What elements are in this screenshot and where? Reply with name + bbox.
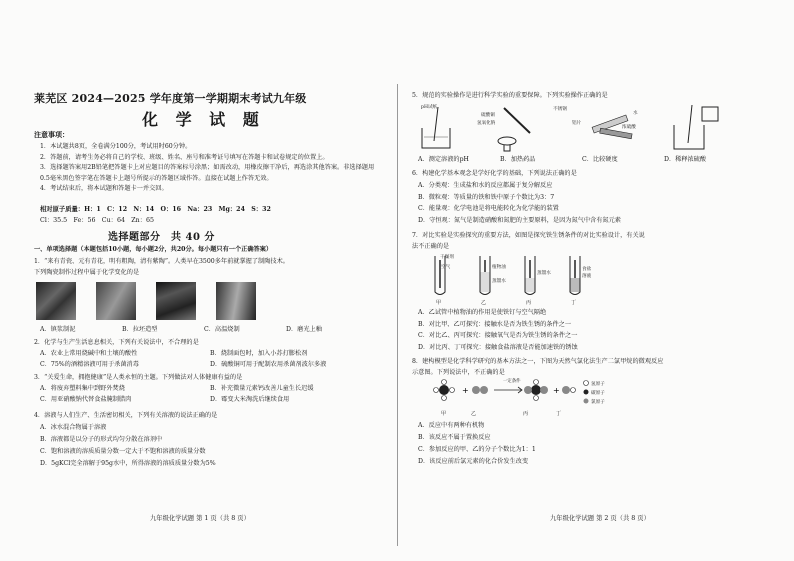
- q8-mol-label-d: 丁: [556, 411, 562, 417]
- q5-label-steel: 不锈钢: [553, 107, 567, 112]
- atomic-mass-line2: Cl：35.5 Fe：56 Cu：64 Zn：65: [40, 217, 155, 224]
- right-footer: 九年级化学试题 第 2 页（共 8 页）: [550, 515, 650, 522]
- q1-stem: 1．“来有青瓷、元有青花，明有粗陶，清有紫陶”。人类早在3500多年前就掌握了制陶技术。: [34, 258, 289, 265]
- q8-opt-d[interactable]: D．该反应前后氯元素的化合价发生改变: [418, 458, 529, 465]
- q7-tube-label-c: 丙: [526, 300, 532, 306]
- q7-tube-label-a: 甲: [436, 300, 442, 306]
- q7-label-desiccant: 干燥剂: [440, 255, 454, 260]
- q7-tube-a: [435, 256, 445, 295]
- q8-mol-label-b: 乙: [471, 411, 477, 417]
- q1-photo-d: [216, 282, 256, 320]
- q1-opt-b[interactable]: B．拉坯造型: [122, 326, 158, 333]
- q7-label-salt: 食盐: [582, 267, 592, 272]
- q8-mol-a: [434, 380, 455, 401]
- q4-opt-a[interactable]: A．冰水混合物属于溶液: [40, 424, 107, 431]
- q8-stem: 8．建构模型是化学科学研究的基本方法之一，下图为天然气氯化法生产二氯甲烷的微观反应: [412, 358, 664, 365]
- q8-mol-label-c: 丙: [523, 411, 529, 417]
- q1-photo-a: [36, 282, 76, 320]
- svg-text:+: +: [462, 386, 469, 395]
- q6-opt-a[interactable]: A．分类观：生成盐和水的反应都属于复分解反应: [418, 182, 553, 189]
- note-1: 1．本试题共8页，全卷满分100分，考试用时60分钟。: [40, 143, 192, 150]
- q5-label-cuso4: 硫酸铜: [481, 113, 495, 118]
- q1-photo-b: [96, 282, 136, 320]
- q1-opt-d[interactable]: D．磨光上釉: [286, 326, 322, 333]
- exam-title: 莱芜区 2024—2025 学年度第一学期期末考试九年级: [34, 92, 307, 105]
- q7-opt-c[interactable]: C．对比乙、丙可探究：接触氧气是否为铁生锈的条件之一: [418, 332, 578, 339]
- q5-fig-b: [498, 108, 530, 151]
- q4-opt-b[interactable]: B．溶液都是以分子的形式均匀分散在溶剂中: [40, 436, 163, 443]
- note-3: 3．选择题答案用2B铅笔把答题卡上对应题目的答案标号涂黑；如需改动，用橡皮擦干净后，再选涂其他答案。非选择题用0.5毫米黑色签字笔在答题卡上题号所提示的答题区域作答。直接在试题上作答无效。: [40, 164, 375, 182]
- q8-opt-c[interactable]: C．参加反应的甲、乙的分子个数比为1：1: [418, 446, 536, 453]
- q1-opt-c[interactable]: C．高温烧制: [204, 326, 240, 333]
- q2-opt-b[interactable]: B．烧制面包时，加入小苏打膨松剂: [210, 350, 308, 357]
- svg-text:+: +: [553, 386, 560, 395]
- note-4: 4．考试结束后，将本试题和答题卡一并交回。: [40, 185, 168, 192]
- q1-options: [40, 324, 322, 333]
- q4-opt-c[interactable]: C．饱和溶液的溶质质量分数一定大于不饱和溶液的质量分数: [40, 448, 206, 455]
- note-2: 2．答题前，请考生务必将自己的学校、班级、姓名、座号和准考证号填写在答题卡和试卷规定的位置上。: [40, 153, 329, 161]
- q1-photo-c: [156, 282, 196, 320]
- q5-fig-d: [674, 105, 718, 149]
- notes-list: [40, 142, 380, 195]
- q8-mol-c: [524, 380, 548, 401]
- q7-label-air: 空气: [441, 265, 451, 270]
- q8-legend-c: 碳原子: [591, 391, 605, 396]
- q2-opt-a[interactable]: A．农业上常用烧碱中和土壤的酸性: [40, 350, 138, 357]
- q6-options: [418, 180, 621, 226]
- q3-stem: 3．“关爱生命，拥抱健康”是人类永恒的主题。下列做法对人体健康有益的是: [34, 374, 243, 381]
- q8-legend-labels: [591, 380, 605, 407]
- q6-opt-d[interactable]: D．守恒观：氮气是制造硝酸和氮肥的主要原料，是因为氮气中含有氮元素: [418, 216, 621, 224]
- q7-tube-b: [480, 256, 490, 295]
- notes-heading: 注意事项：: [34, 130, 69, 139]
- q8-mol-labels: [441, 410, 561, 417]
- q5-fig-a: [422, 107, 450, 148]
- q8-mol-d: [562, 386, 576, 394]
- q3-options: [40, 383, 314, 405]
- q8-opt-b[interactable]: B．该反应不属于置换反应: [418, 434, 491, 441]
- q4-opt-d[interactable]: D．5gKCl完全溶解于95g水中，所得溶液的溶质质量分数为5%: [40, 460, 216, 467]
- q2-options: [40, 348, 326, 370]
- section-title: 选择题部分 共 40 分: [108, 232, 215, 243]
- q8-mol-b: [472, 386, 488, 394]
- q7-tube-d: [570, 256, 580, 295]
- q3-opt-b[interactable]: B．补充微量元素钙改善儿童生长迟缓: [210, 385, 314, 392]
- q2-opt-c[interactable]: C．75%的酒精溶液可用于杀菌消毒: [40, 361, 139, 368]
- q8-mol-label-a: 甲: [441, 411, 447, 417]
- q5-label-ph: pH试纸: [421, 105, 438, 110]
- q5-label-water: 水: [633, 111, 638, 116]
- page-divider: [397, 84, 398, 546]
- q8-opt-a[interactable]: A．反应中有两种有机物: [418, 422, 485, 429]
- q7-label-oil: 植物油: [492, 265, 506, 270]
- q5-stem: 5．规范的实验操作是进行科学实验的重要保障。下列实验操作正确的是: [412, 92, 608, 99]
- q7-tube-labels: [436, 299, 576, 306]
- q7-tube-c: [525, 256, 535, 295]
- q4-options: [40, 422, 216, 470]
- q7-tube-label-b: 乙: [481, 300, 487, 306]
- q5-options: [418, 154, 706, 163]
- q5-opt-d[interactable]: D．稀释浓硫酸: [664, 156, 707, 163]
- part1-heading: 一、单项选择题（本题包括10小题，每小题2分，共20分。每小题只有一个正确答案）: [34, 246, 273, 253]
- q8-options: [418, 420, 536, 468]
- q7-opt-b[interactable]: B．对比甲、乙可探究：接触水是否为铁生锈的条件之一: [418, 320, 572, 328]
- q8-legend: [584, 381, 589, 404]
- q5-label-naoh: 氢氧化钠: [477, 121, 496, 126]
- q5-figure: [412, 103, 762, 153]
- q7-label-solution: 溶液: [582, 274, 592, 279]
- q7-opt-d[interactable]: D．对比丙、丁可探究：接触食盐溶液是否能加速铁的锈蚀: [418, 343, 578, 351]
- q6-stem: 6．构建化学基本观念是学好化学的基础，下列说法正确的是: [412, 170, 577, 177]
- q6-opt-c[interactable]: C．能量观：化学电池是将电能转化为化学能的装置: [418, 205, 559, 212]
- q5-opt-b[interactable]: B．加热药品: [500, 156, 536, 163]
- q7-options: [418, 307, 578, 353]
- q8-legend-cl: 氯原子: [591, 400, 605, 405]
- q8-legend-h: 氢原子: [591, 382, 605, 387]
- q1-photos: [36, 282, 276, 324]
- q7-label-water-c: 蒸馏水: [537, 271, 551, 276]
- left-footer: 九年级化学试题 第 1 页（共 8 页）: [150, 515, 250, 522]
- q4-stem: 4．溶液与人们生产、生活密切相关，下列有关溶液的说法正确的是: [34, 412, 218, 419]
- subject-title: 化 学 试 题: [142, 110, 265, 129]
- q3-opt-a[interactable]: A．将废弃塑料集中到野外焚烧: [40, 385, 125, 392]
- q3-opt-d[interactable]: D．霉变大米淘洗后继续食用: [210, 396, 290, 403]
- q2-stem: 2．化学与生产生活息息相关，下列有关说法中，不合理的是: [34, 339, 199, 346]
- q6-opt-b[interactable]: B．微粒观：等质量的铁和铁中原子个数比为3：7: [418, 193, 555, 201]
- q1-opt-a[interactable]: A．镇浆制泥: [40, 326, 76, 333]
- q7-tube-label-d: 丁: [571, 300, 577, 306]
- q5-opt-c[interactable]: C．比较硬度: [582, 156, 618, 163]
- q7-opt-a[interactable]: A．乙试管中植物油的作用是使铁钉与空气隔绝: [418, 309, 547, 316]
- q2-opt-d[interactable]: D．硫酸铜可用于配制农用杀菌剂波尔多液: [210, 361, 327, 368]
- q7-label-water-b: 蒸馏水: [492, 279, 506, 284]
- q1-stem-2: 下列陶瓷制作过程中属于化学变化的是: [34, 269, 140, 276]
- q8-stem-2: 示意图。下列说法中，不正确的是: [412, 369, 505, 376]
- q7-stem-2: 法不正确的是: [412, 243, 450, 250]
- q5-opt-a[interactable]: A．测定溶液的pH: [418, 156, 469, 163]
- q5-label-al: 铝片: [572, 121, 582, 126]
- atomic-mass-line1: 相对原子质量：H：1 C：12 N：14 O：16 Na：23 Mg：24 S：32: [40, 206, 271, 213]
- q3-opt-c[interactable]: C．用亚硝酸钠代替食盐腌制腊肉: [40, 396, 132, 403]
- q8-condition: 一定条件: [503, 379, 521, 384]
- q7-stem: 7．对比实验是实验探究的重要方法，如图是探究铁生锈条件的对比实验设计，有关说: [412, 232, 645, 239]
- q5-label-acid: 浓硫酸: [622, 125, 636, 130]
